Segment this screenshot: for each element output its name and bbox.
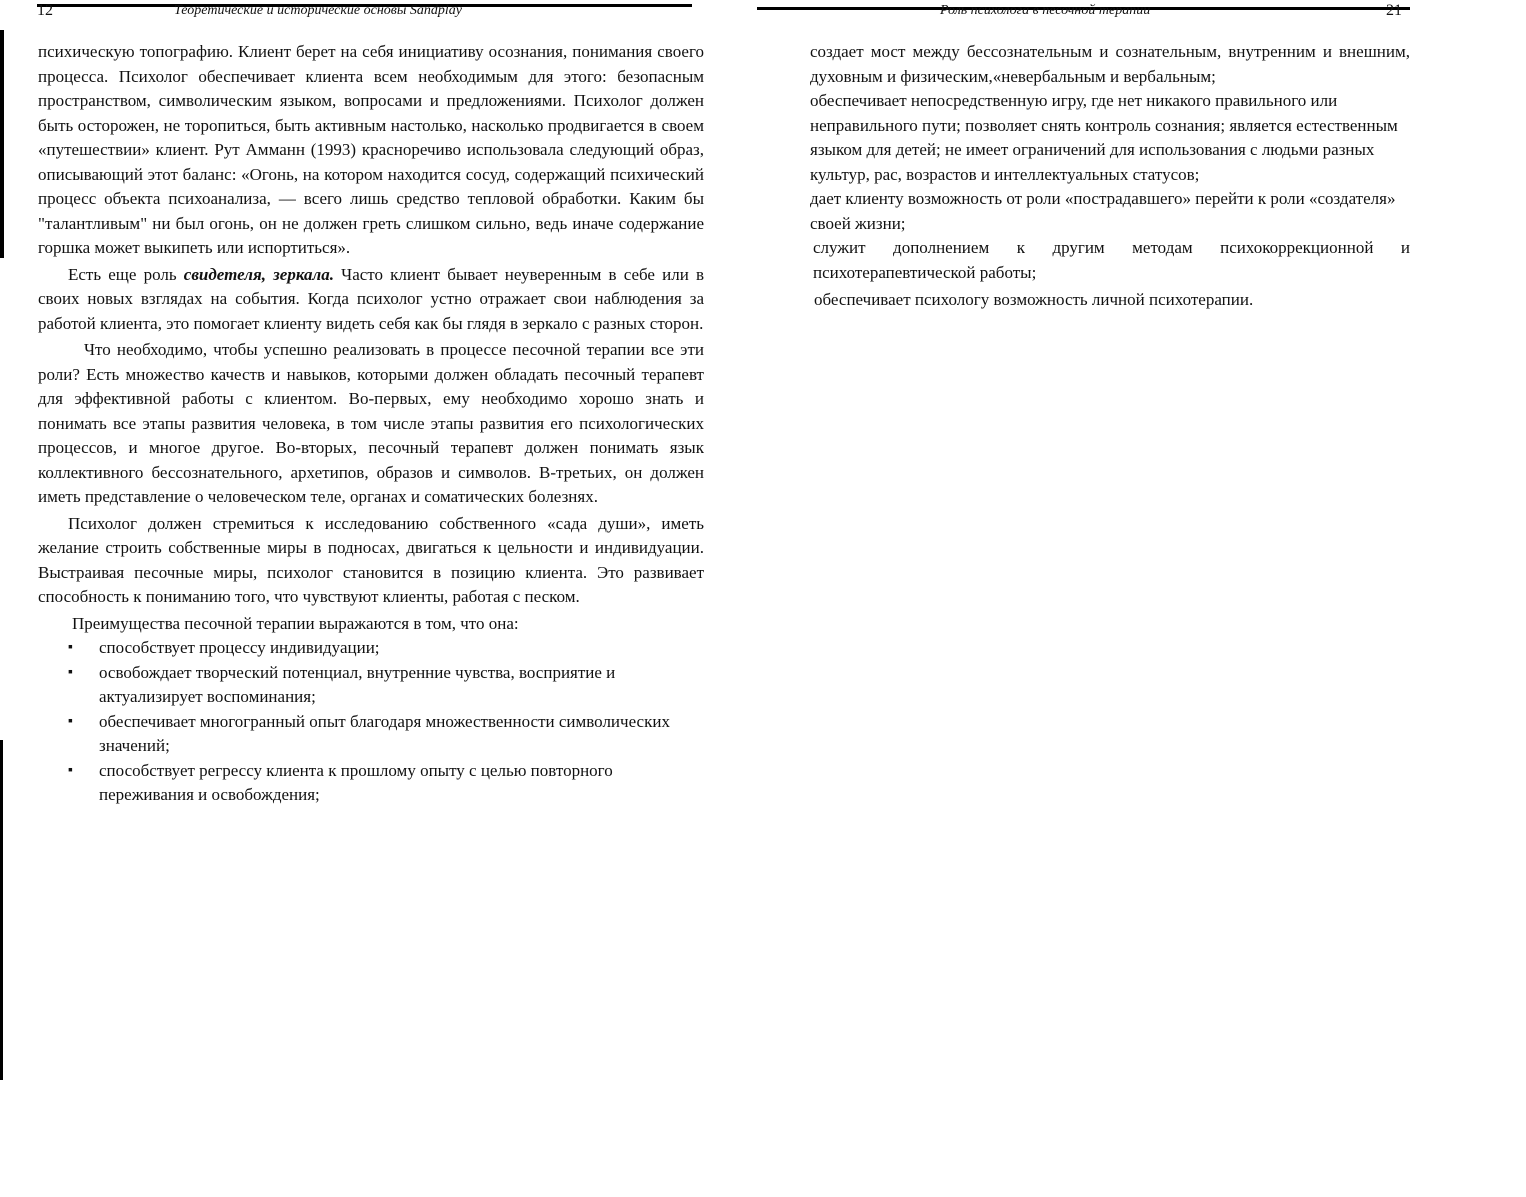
left-page-body [38,40,704,808]
paragraph: Психолог должен стремиться к исследованию собственного «сада души», иметь желание строить собственные миры в подносах, двигаться к цельности и индивидуации. Выстраивая песочные миры, психолог становится в позицию клиента. Это развивает способность к пониманию того, что чувствуют клиенты, работая с песком. [38,513,704,606]
right-page [740,0,1440,1197]
list-item [38,636,704,661]
right-page-header [740,0,1440,22]
list-item [38,710,704,759]
list-intro: Преимущества песочной терапии выражаются в том, что она: [72,613,519,633]
paragraph-text: Есть еще роль [68,264,184,284]
left-page [0,0,720,1197]
paragraph [38,263,704,337]
bullet-icon: ▪ [68,762,73,778]
emphasis-text: свидетеля, зеркала. [183,264,334,284]
list-item-text: обеспечивает многогранный опыт благодаря множественности символических значений; [99,711,670,755]
list-item-text: освобождает творческий потенциал, внутренние чувства, восприятие и актуализирует воспоминания; [99,662,616,706]
bullet-icon: ▪ [68,713,73,729]
bullet-icon: ▪ [68,664,73,680]
list-item: обеспечивает психологу возможность личной психотерапии. [814,290,1254,309]
page-number: 21 [1386,2,1402,19]
list-item [38,759,704,808]
continued-list-item: создает мост между бессознательным и сознательным, внутренним и внешним, духовным и физическим,«невербальным и вербальным; [810,42,1410,86]
list-item: дает клиенту возможность от роли «пострадавшего» перейти к роли «создателя» своей жизни; [810,189,1396,233]
paragraph: психическую топографию. Клиент берет на себя инициативу осознания, понимания своего процесса. Психолог обеспечивает клиента всем необходимым для этого: безопасным пространством, символическим языком, вопросами и предложениями. Психолог должен быть осторожен, не торопиться, быть активным настолько, насколько продвигается в своем «путешествии» клиент. Рут Амманн (1993) красноречиво использовала следующий образ, описывающий этот баланс: «Огонь, на котором находится сосуд, содержащий психический процесс объекта психоанализа, — всего лишь средство тепловой обработки. Каким бы "талантливым" ни был огонь, он не должен греть слишком сильно, ведь иначе содержание горшка может выкипеть или испортиться». [38,42,704,257]
list-item [38,661,704,710]
right-page-body [810,40,1410,313]
page-number: 12 [37,2,53,19]
list-item: служит дополнением к другим методам психокоррекционной и психотерапевтической работы; [813,238,1410,282]
advantages-list [38,636,704,808]
running-header: Роль психолога в песочной терапии [940,3,1151,18]
left-page-header [0,0,720,22]
paragraph: Что необходимо, чтобы успешно реализовать в процессе песочной терапии все эти роли? Есть множество качеств и навыков, которыми должен обладать песочный терапевт для эффективной работы с клиентом. Во-первых, ему необходимо хорошо знать и понимать все этапы развития человека, в том числе этапы развития его психологических процессов, и многое другое. Во-вторых, песочный терапевт должен понимать язык коллективного бессознательного, архетипов, образов и символов. В-третьих, он должен иметь представление о человеческом теле, органах и соматических болезнях. [38,340,704,506]
paragraph-text: Часто клиент бывает неуверенным в себе или в своих новых взглядах на события. Когда психолог устно отражает свои наблюдения за работой клиента, это помогает клиенту видеть себя как бы глядя в зеркало с разных сторон. [38,264,704,333]
list-item: обеспечивает непосредственную игру, где нет никакого правильного или неправильного пути; позволяет снять контроль сознания; является естественным языком для детей; не имеет ограничений для использования с людьми разных культур, рас, возрастов и интеллектуальных статусов; [810,91,1398,184]
list-item-text: способствует регрессу клиента к прошлому опыту с целью повторного переживания и освобождения; [99,760,613,804]
bullet-icon: ▪ [68,640,73,655]
running-header: Теоретические и исторические основы Sandplay [174,3,462,18]
list-item-text: способствует процессу индивидуации; [99,638,380,657]
